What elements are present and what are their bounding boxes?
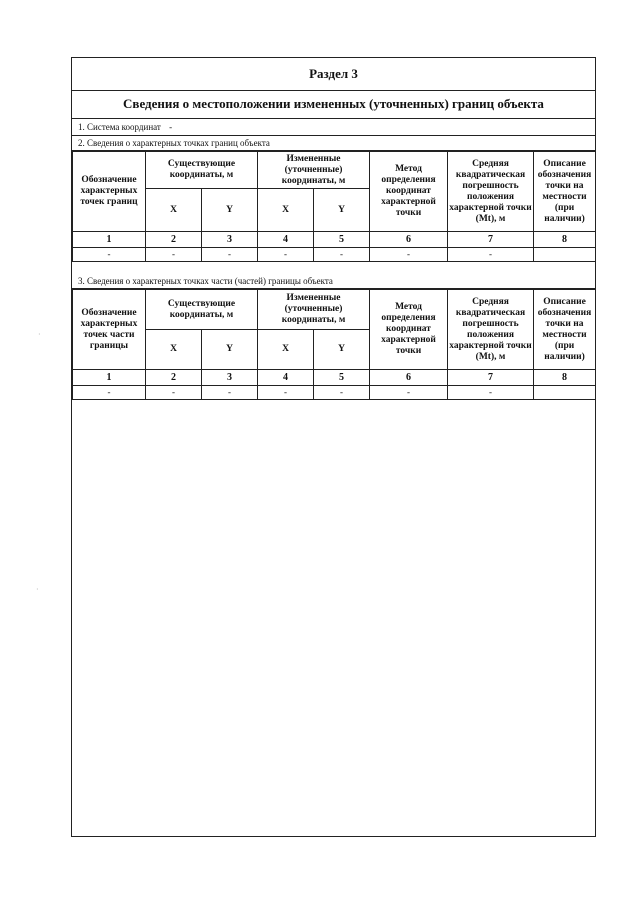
- section-title: Раздел 3: [72, 58, 595, 91]
- table-cell: -: [146, 386, 202, 400]
- coordinate-system-label: 1. Система координат: [78, 122, 161, 132]
- table-cell: -: [370, 386, 448, 400]
- header-changed-x: X: [258, 189, 314, 232]
- header-error: Средняя квадратическая погрешность положения характерной точки (Mt), м: [448, 152, 534, 232]
- header-description: Описание обозначения точки на местности (при наличии): [534, 290, 596, 370]
- table1-caption: 2. Сведения о характерных точках границ объекта: [72, 136, 595, 151]
- column-number: 3: [202, 370, 258, 386]
- header-designation: Обозначение характерных точек границ: [73, 152, 146, 232]
- column-number: 8: [534, 370, 596, 386]
- table-cell: -: [370, 248, 448, 262]
- column-number: 7: [448, 370, 534, 386]
- header-existing-coords: Существующие координаты, м: [146, 152, 258, 189]
- table-cell: -: [202, 386, 258, 400]
- column-number: 6: [370, 232, 448, 248]
- table2-caption: 3. Сведения о характерных точках части (частей) границы объекта: [72, 274, 595, 289]
- column-number: 5: [314, 370, 370, 386]
- table-cell: -: [73, 386, 146, 400]
- column-number: 2: [146, 232, 202, 248]
- scan-speck: ·: [38, 330, 41, 339]
- header-existing-x: X: [146, 330, 202, 370]
- scan-speck: ·: [36, 585, 39, 594]
- table-cell: -: [202, 248, 258, 262]
- header-existing-coords: Существующие координаты, м: [146, 290, 258, 330]
- header-method: Метод определения координат характерной точки: [370, 152, 448, 232]
- coordinate-system-value: -: [169, 122, 173, 132]
- header-designation: Обозначение характерных точек части границы: [73, 290, 146, 370]
- coordinate-system-line: [72, 118, 595, 136]
- header-existing-x: X: [146, 189, 202, 232]
- table-cell: [534, 386, 596, 400]
- table-cell: -: [314, 386, 370, 400]
- table-cell: -: [448, 386, 534, 400]
- table-cell: -: [73, 248, 146, 262]
- header-description: Описание обозначения точки на местности (при наличии): [534, 152, 596, 232]
- table-cell: -: [258, 386, 314, 400]
- table-cell: -: [448, 248, 534, 262]
- column-number: 3: [202, 232, 258, 248]
- table-row: [73, 386, 596, 400]
- boundary-points-table: [72, 151, 596, 262]
- header-error: Средняя квадратическая погрешность положения характерной точки (Mt), м: [448, 290, 534, 370]
- column-number: 8: [534, 232, 596, 248]
- header-changed-coords: Измененные (уточненные) координаты, м: [258, 152, 370, 189]
- table-cell: [534, 248, 596, 262]
- column-number: 5: [314, 232, 370, 248]
- table-cell: -: [258, 248, 314, 262]
- header-changed-y: Y: [314, 189, 370, 232]
- header-existing-y: Y: [202, 330, 258, 370]
- table-cell: -: [146, 248, 202, 262]
- document-frame: [71, 57, 596, 837]
- document-title: Сведения о местоположении измененных (уточненных) границ объекта: [72, 90, 595, 119]
- column-number: 1: [73, 370, 146, 386]
- header-changed-coords: Измененные (уточненные) координаты, м: [258, 290, 370, 330]
- header-existing-y: Y: [202, 189, 258, 232]
- table-row: [73, 248, 596, 262]
- header-method: Метод определения координат характерной точки: [370, 290, 448, 370]
- column-number: 6: [370, 370, 448, 386]
- column-number: 1: [73, 232, 146, 248]
- column-number: 4: [258, 370, 314, 386]
- part-boundary-points-table: [72, 289, 596, 400]
- column-number: 7: [448, 232, 534, 248]
- table-cell: -: [314, 248, 370, 262]
- header-changed-y: Y: [314, 330, 370, 370]
- column-number: 2: [146, 370, 202, 386]
- header-changed-x: X: [258, 330, 314, 370]
- column-number: 4: [258, 232, 314, 248]
